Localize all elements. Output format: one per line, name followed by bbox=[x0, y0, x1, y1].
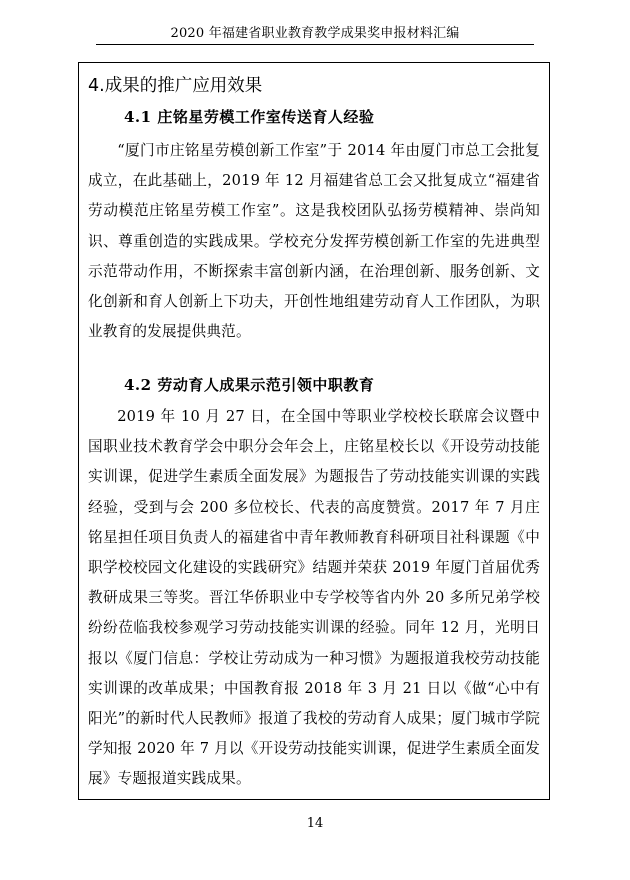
subsection-heading-4-2: 4.2 劳动育人成果示范引领中职教育 bbox=[124, 376, 375, 394]
page-number: 14 bbox=[306, 816, 324, 831]
header-rule bbox=[96, 44, 534, 45]
subsection-heading-4-1: 4.1 庄铭星劳模工作室传送育人经验 bbox=[124, 108, 375, 126]
running-header: 2020 年福建省职业教育教学成果奖申报材料汇编 bbox=[170, 26, 460, 41]
paragraph-4-2: 2019 年 10 月 27 日，在全国中等职业学校校长联席会议暨中国职业技术教育学会中职分会年会上，庄铭星校长以《开设劳动技能实训课，促进学生素质全面发展》为题报告了劳动技能实训课的实践经验，受到与会 200 多位校长、代表的高度赞赏。2017 年 7 月庄铭星担任项目负责人的福建省中青年教师教育科研项目社科课题《中职学校校园文化建设的实践研究》结题并荣获 2019 年厦门首届优秀教研成果三等奖。晋江华侨职业中专学校等省内外 20 多所兄弟学校纷纷莅临我校参观学习劳动技能实训课的经验。同年 12 月，光明日报以《厦门信息：学校让劳动成为一种习惯》为题报道我校劳动技能实训课的改革成果；中国教育报 2018 年 3 月 21 日以《做“心中有阳光”的新时代人民教师》报道了我校的劳动育人成果；厦门城市学院学知报 2020 年 7 月以《开设劳动技能实训课，促进学生素质全面发展》专题报道实践成果。 bbox=[88, 408, 540, 788]
paragraph-4-1: “厦门市庄铭星劳模创新工作室”于 2014 年由厦门市总工会批复成立，在此基础上，2019 年 12 月福建省总工会又批复成立“福建省劳动模范庄铭星劳模工作室”。这是我校团队弘扬劳模精神、崇尚知识、尊重创造的实践成果。学校充分发挥劳模创新工作室的先进典型示范带动作用，不断探索丰富创新内涵，在治理创新、服务创新、文化创新和育人创新上下功夫，开创性地组建劳动育人工作团队，为职业教育的发展提供典范。 bbox=[88, 142, 540, 341]
section-title: 4.成果的推广应用效果 bbox=[88, 76, 263, 96]
